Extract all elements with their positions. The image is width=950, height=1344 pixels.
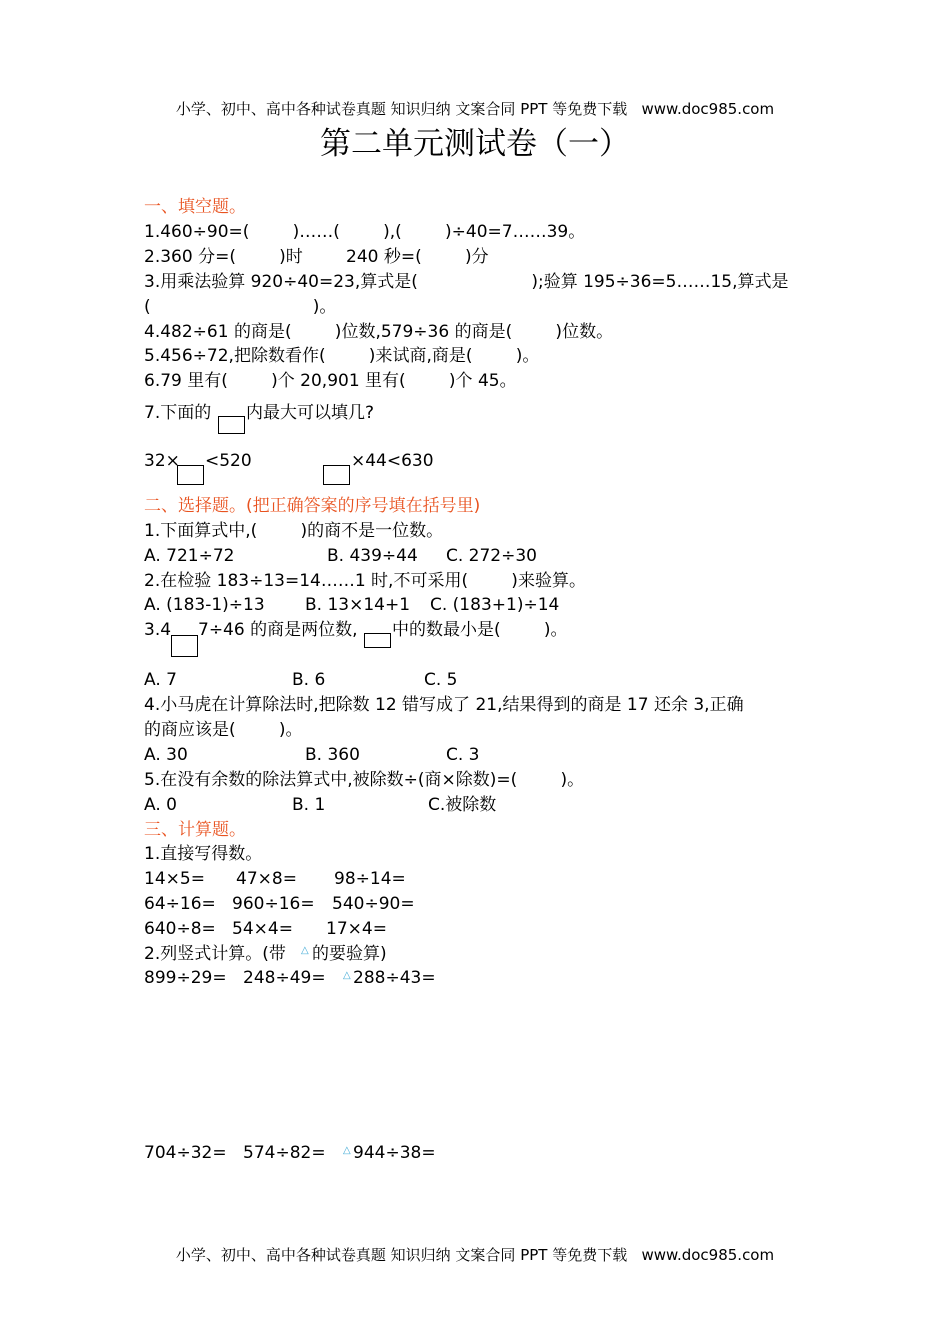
question-1-3-cont: ( )。 — [144, 297, 337, 317]
question-1-7-expr-1-prefix: 32× — [144, 451, 180, 471]
oral-calc-item: 960÷16= — [232, 894, 315, 914]
option-2-5-c: C.被除数 — [428, 795, 497, 815]
question-1-7-prefix: 7.下面的 — [144, 403, 212, 423]
page-footer: 小学、初中、高中各种试卷真题 知识归纳 文案合同 PPT 等免费下载 www.doc985.com — [175, 1246, 775, 1264]
option-2-3-a: A. 7 — [144, 670, 177, 690]
option-2-1-c: C. 272÷30 — [446, 546, 538, 566]
option-2-2-b: B. 13×14+1 — [305, 595, 411, 615]
question-1-7-expr-2: ×44<630 — [351, 451, 434, 471]
option-2-2-c: C. (183+1)÷14 — [430, 595, 560, 615]
calc-part-1-title: 1.直接写得数。 — [144, 844, 263, 864]
question-2-4: 4.小马虎在计算除法时,把除数 12 错写成了 21,结果得到的商是 17 还余 3,正确 — [144, 695, 744, 715]
question-1-7-suffix: 内最大可以填几? — [246, 403, 375, 423]
question-1-2: 2.360 分=( )时 240 秒=( )分 — [144, 247, 489, 267]
section-heading-calculation: 三、计算题。 — [144, 820, 246, 840]
question-1-7-expr-1-suffix: <520 — [205, 451, 252, 471]
question-1-3: 3.用乘法验算 920÷40=23,算式是( );验算 195÷36=5……15,算式是 — [144, 272, 789, 292]
oral-calc-item: 64÷16= — [144, 894, 216, 914]
answer-box — [171, 635, 198, 657]
option-2-3-b: B. 6 — [292, 670, 326, 690]
answer-box — [323, 465, 350, 485]
vertical-calc-item: 944÷38= — [353, 1143, 436, 1163]
option-2-4-c: C. 3 — [446, 745, 480, 765]
question-2-2: 2.在检验 183÷13=14……1 时,不可采用( )来验算。 — [144, 571, 586, 591]
vertical-calc-item: 704÷32= — [144, 1143, 227, 1163]
calc-part-2-suffix: 的要验算) — [312, 944, 387, 964]
oral-calc-item: 17×4= — [326, 919, 387, 939]
vertical-calc-item: 899÷29= — [144, 968, 227, 988]
answer-box — [218, 416, 245, 434]
option-2-2-a: A. (183-1)÷13 — [144, 595, 265, 615]
question-1-6: 6.79 里有( )个 20,901 里有( )个 45。 — [144, 371, 517, 391]
question-2-5: 5.在没有余数的除法算式中,被除数÷(商×除数)=( )。 — [144, 770, 585, 790]
oral-calc-item: 47×8= — [236, 869, 297, 889]
triangle-icon: △ — [301, 945, 309, 956]
section-heading-multiple-choice: 二、选择题。(把正确答案的序号填在括号里) — [144, 496, 481, 516]
answer-box — [364, 633, 391, 648]
oral-calc-item: 54×4= — [232, 919, 293, 939]
vertical-calc-item: 288÷43= — [353, 968, 436, 988]
page-header: 小学、初中、高中各种试卷真题 知识归纳 文案合同 PPT 等免费下载 www.doc985.com — [175, 100, 775, 118]
question-2-3-suffix: 中的数最小是( )。 — [392, 620, 568, 640]
oral-calc-item: 640÷8= — [144, 919, 216, 939]
section-heading-fill-blank: 一、填空题。 — [144, 197, 246, 217]
page-title: 第二单元测试卷（一） — [320, 126, 630, 162]
question-2-3-prefix: 3.4 — [144, 620, 172, 640]
question-2-4-cont: 的商应该是( )。 — [144, 720, 303, 740]
question-1-5: 5.456÷72,把除数看作( )来试商,商是( )。 — [144, 346, 540, 366]
triangle-icon: △ — [343, 1145, 351, 1156]
question-1-1: 1.460÷90=( )……( ),( )÷40=7……39。 — [144, 222, 586, 242]
option-2-1-a: A. 721÷72 — [144, 546, 235, 566]
triangle-icon: △ — [343, 970, 351, 981]
oral-calc-item: 98÷14= — [334, 869, 406, 889]
question-2-3-middle: 7÷46 的商是两位数, — [198, 620, 358, 640]
vertical-calc-item: 248÷49= — [243, 968, 326, 988]
option-2-3-c: C. 5 — [424, 670, 458, 690]
oral-calc-item: 540÷90= — [332, 894, 415, 914]
question-1-4: 4.482÷61 的商是( )位数,579÷36 的商是( )位数。 — [144, 322, 614, 342]
option-2-4-a: A. 30 — [144, 745, 188, 765]
vertical-calc-item: 574÷82= — [243, 1143, 326, 1163]
option-2-5-a: A. 0 — [144, 795, 177, 815]
option-2-1-b: B. 439÷44 — [327, 546, 418, 566]
question-2-1: 1.下面算式中,( )的商不是一位数。 — [144, 521, 444, 541]
option-2-5-b: B. 1 — [292, 795, 326, 815]
oral-calc-item: 14×5= — [144, 869, 205, 889]
calc-part-2-prefix: 2.列竖式计算。(带 — [144, 944, 286, 964]
answer-box — [177, 465, 204, 485]
option-2-4-b: B. 360 — [305, 745, 360, 765]
